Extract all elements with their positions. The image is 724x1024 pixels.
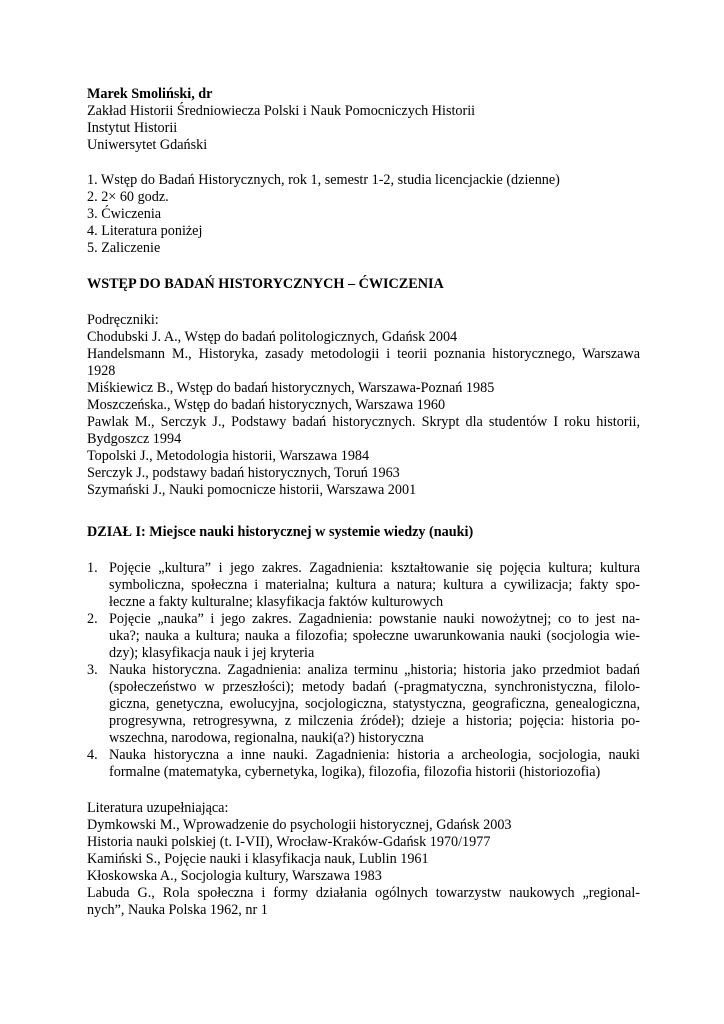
author-name: Marek Smoliński, dr [87,86,213,102]
textbook-item: Szymański J., Nauki pomocnicze historii, Warszawa 2001 [87,482,417,498]
topic-line: wszechna, narodowa, regionalna, nauki(a?) historyczna [109,730,424,746]
university-name: Uniwersytet Gdański [87,137,208,153]
topic-line: dzy); klasyfikacja nauk i jej kryteria [109,645,315,661]
topic-number: 4. [87,747,98,763]
author-header [87,86,640,154]
topic-line: Pojęcie „kultura” i jego zakres. Zagadnienia: kształtowanie się pojęcia kultura; kultura [109,560,640,576]
textbook-item: Handelsmann M., Historyka, zasady metodologii i teorii poznania historycznego, Warszawa [87,346,640,362]
institute-name: Instytut Historii [87,120,178,136]
course-info-item: 1. Wstęp do Badań Historycznych, rok 1, semestr 1-2, studia licencjackie (dzienne) [87,172,560,188]
course-info-item: 2. 2× 60 godz. [87,189,169,205]
section-title: DZIAŁ I: Miejsce nauki historycznej w systemie wiedzy (nauki) [87,524,474,540]
topic-line: (społeczeństwo w przeszłości); metody badań (-pragmatyczna, synchronistyczna, filolo- [109,679,640,695]
textbooks-heading: Podręczniki: [87,312,159,328]
department-name: Zakład Historii Średniowiecza Polski i Nauk Pomocniczych Historii [87,103,476,119]
literature-item: Kłoskowska A., Socjologia kultury, Warszawa 1983 [87,868,382,884]
topic-item [87,560,640,611]
textbook-item: Chodubski J. A., Wstęp do badań politologicznych, Gdańsk 2004 [87,329,458,345]
course-info-item: 4. Literatura poniżej [87,223,203,239]
textbook-item: Bydgoszcz 1994 [87,431,182,447]
literature-item: Dymkowski M., Wprowadzenie do psychologii historycznej, Gdańsk 2003 [87,817,512,833]
topic-number: 1. [87,560,98,576]
topic-line: Pojęcie „nauka” i jego zakres. Zagadnienia: powstanie nauki nowożytnej; co to jest na- [109,611,640,627]
textbook-item: Serczyk J., podstawy badań historycznych, Toruń 1963 [87,465,400,481]
document-page [87,86,640,919]
literature-heading: Literatura uzupełniająca: [87,800,229,816]
course-info-item: 3. Ćwiczenia [87,206,162,222]
textbook-item: Pawlak M., Serczyk J., Podstawy badań historycznych. Skrypt dla studentów I roku historii, [87,414,640,430]
topic-number: 2. [87,611,98,627]
literature-item: Historia nauki polskiej (t. I-VII), Wrocław-Kraków-Gdańsk 1970/1977 [87,834,491,850]
topic-number: 3. [87,662,98,678]
literature-item: Kamiński S., Pojęcie nauki i klasyfikacja nauk, Lublin 1961 [87,851,429,867]
topic-line: progresywna, retrogresywna, z milczenia źródeł); dzieje a historia; pojęcia: historia po- [109,713,640,729]
topic-line: giczna, genetyczna, ewolucyjna, socjologiczna, statystyczna, geograficzna, genealogiczna, [109,696,640,712]
topic-line: uka?; nauka a kultura; nauka a filozofia; społeczne uwarunkowania nauki (socjologia wie- [109,628,640,644]
topic-line: Nauka historyczna a inne nauki. Zagadnienia: historia a archeologia, socjologia, nauki [109,747,640,763]
topic-line: symboliczna, społeczna i materialna; kultura a natura; kultura a cywilizacja; fakty spo- [109,577,640,593]
literature-item: nych”, Nauka Polska 1962, nr 1 [87,902,268,918]
textbook-item: Topolski J., Metodologia historii, Warszawa 1984 [87,448,370,464]
topic-item [87,662,640,747]
literature-item: Labuda G., Rola społeczna i formy działania ogólnych towarzystw naukowych „regional- [87,885,640,901]
supplementary-literature [87,800,640,919]
course-info-item: 5. Zaliczenie [87,240,161,256]
textbook-item: Miśkiewicz B., Wstęp do badań historycznych, Warszawa-Poznań 1985 [87,380,495,396]
topic-item [87,747,640,781]
topic-item [87,611,640,662]
topic-line: łeczne a fakty kulturalne; klasyfikacja faktów kulturowych [109,594,444,610]
main-title: WSTĘP DO BADAŃ HISTORYCZNYCH – ĆWICZENIA [87,276,444,292]
textbook-item: Moszczeńska., Wstęp do badań historycznych, Warszawa 1960 [87,397,446,413]
textbooks-section [87,312,640,499]
topics-list [87,560,640,781]
course-info-list [87,172,640,257]
textbook-item: 1928 [87,363,116,379]
topic-line: Nauka historyczna. Zagadnienia: analiza terminu „historia; historia jako przedmiot badań [109,662,640,678]
topic-line: formalne (matematyka, cybernetyka, logika), filozofia, filozofia historii (historiozofia) [109,764,601,780]
